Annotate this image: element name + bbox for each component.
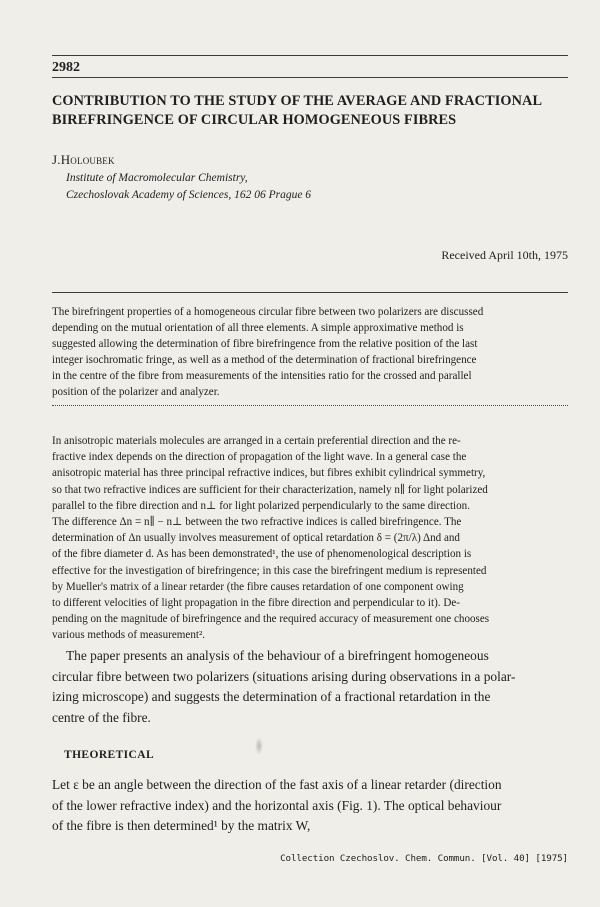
abstract-line: in the centre of the fibre from measurements of the intensities ratio for the crossed and parallel — [52, 370, 472, 383]
received-date: Received April 10th, 1975 — [441, 248, 568, 262]
section-heading: THEORETICAL — [64, 749, 155, 761]
intro-line: by Mueller's matrix of a linear retarder (the fibre causes retardation of one component owing — [52, 580, 464, 593]
abstract-top-rule — [52, 292, 568, 293]
intro-line: various methods of measurement². — [52, 629, 206, 642]
theory-line: of the lower refractive index) and the horizontal axis (Fig. 1). The optical behaviour — [52, 797, 502, 813]
article-title — [52, 92, 568, 130]
author-affiliation — [66, 170, 311, 204]
intro-line: pending on the magnitude of birefringence and the required accuracy of measurement one chooses — [52, 613, 490, 626]
intro-paragraph — [52, 433, 572, 644]
header-rule — [52, 77, 568, 78]
paper-line: circular fibre between two polarizers (situations arising during observations in a polar- — [52, 668, 516, 684]
page-number: 2982 — [52, 60, 80, 75]
abstract — [52, 304, 568, 401]
abstract-bottom-rule — [52, 405, 568, 406]
abstract-line: integer isochromatic fringe, as well as a method of the determination of fractional birefringence — [52, 354, 477, 367]
intro-line: determination of Δn usually involves measurement of optical retardation δ = (2π/λ) Δnd and — [52, 532, 460, 545]
theory-line: of the fibre is then determined¹ by the matrix W, — [52, 818, 311, 834]
theory-line: Let ε be an angle between the direction of the fast axis of a linear retarder (direction — [52, 777, 502, 792]
abstract-line: suggested allowing the determination of fibre birefringence from the relative position of the last — [52, 338, 478, 351]
intro-line: In anisotropic materials molecules are arranged in a certain preferential direction and the re- — [52, 435, 461, 447]
abstract-line: depending on the mutual orientation of all three elements. A simple approximative method is — [52, 322, 464, 335]
title-line: BIREFRINGENCE OF CIRCULAR HOMOGENEOUS FIBRES — [52, 112, 457, 128]
theory-paragraph — [52, 775, 572, 837]
intro-line: to different velocities of light propagation in the fibre direction and perpendicular to it). De- — [52, 597, 460, 610]
intro-line: fractive index depends on the direction of propagation of the light wave. In a general case the — [52, 451, 467, 464]
intro-line: effective for the investigation of birefringence; in this case the birefringent medium is represented — [52, 564, 487, 577]
title-line: CONTRIBUTION TO THE STUDY OF THE AVERAGE AND FRACTIONAL — [52, 93, 543, 109]
intro-line: of the fibre diameter d. As has been demonstrated¹, the use of phenomenological description is — [52, 548, 472, 561]
affiliation-line: Institute of Macromolecular Chemistry, — [66, 172, 248, 184]
paper-line: The paper presents an analysis of the behaviour of a birefringent homogeneous — [66, 648, 489, 663]
paper-line: centre of the fibre. — [52, 709, 151, 725]
affiliation-line: Czechoslovak Academy of Sciences, 162 06 Prague 6 — [66, 189, 312, 201]
author-name: J.Holoubek — [52, 152, 115, 167]
paper-paragraph — [52, 646, 572, 728]
intro-line: parallel to the fibre direction and n⊥ for light polarized perpendicularly to the same direction. — [52, 499, 470, 512]
top-rule — [52, 55, 568, 56]
journal-footer: Collection Czechoslov. Chem. Commun. [Vol. 40] [1975] — [280, 853, 568, 864]
paper-line: izing microscope) and suggests the determination of a fractional retardation in the — [52, 689, 491, 705]
abstract-line: position of the polarizer and analyzer. — [52, 386, 220, 399]
intro-line: so that two refractive indices are sufficient for their characterization, namely n∥ for light polarized — [52, 483, 488, 496]
abstract-line: The birefringent properties of a homogeneous circular fibre between two polarizers are discussed — [52, 306, 484, 318]
intro-line: The difference Δn = n∥ − n⊥ between the two refractive indices is called birefringence. The — [52, 516, 462, 529]
intro-line: anisotropic material has three principal refractive indices, but fibres exhibit cylindrical symmetry, — [52, 467, 486, 480]
print-smudge — [255, 737, 263, 755]
